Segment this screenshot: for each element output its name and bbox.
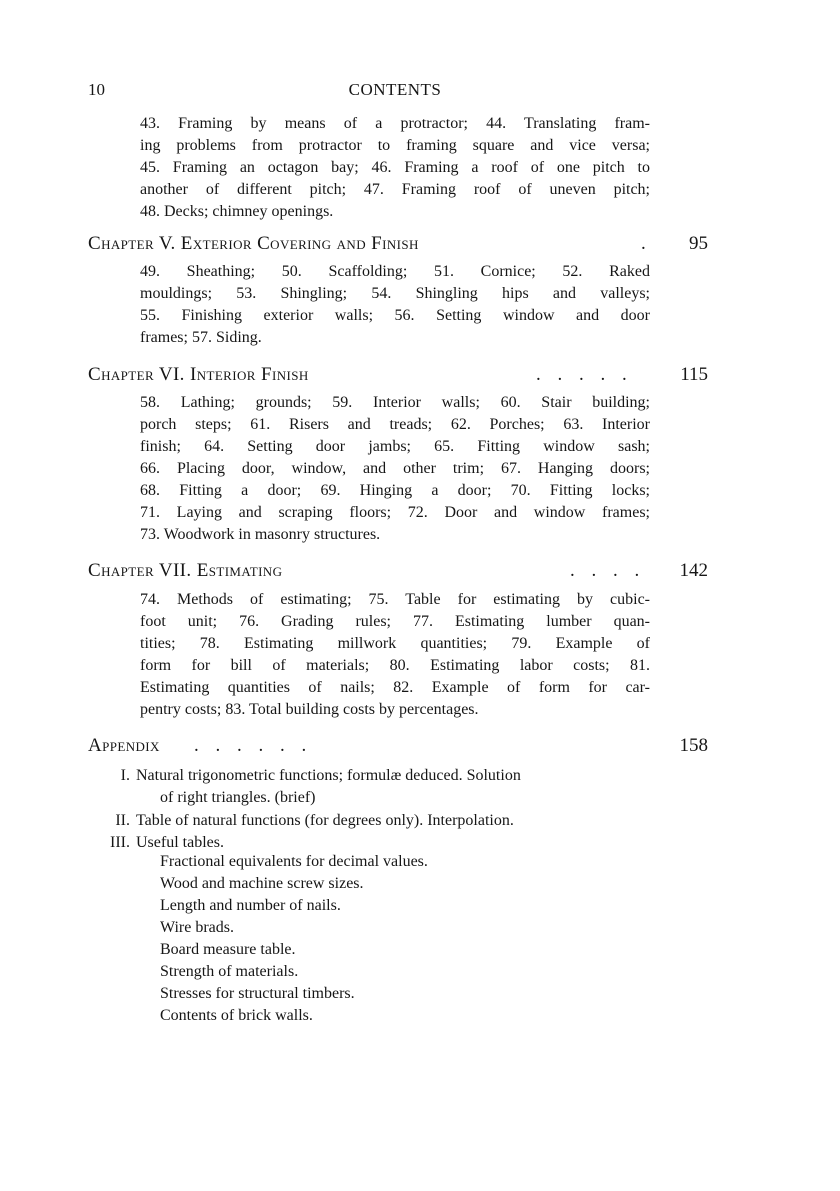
text-line: foot unit; 76. Grading rules; 77. Estimating lumber quan- [140, 613, 650, 630]
appendix-item-i [96, 765, 521, 787]
item-number: I. [120, 767, 130, 784]
chapter-title: Chapter V. Exterior Covering and Finish [88, 233, 419, 254]
appendix-item-ii [96, 810, 514, 832]
useful-table-entry: Stresses for structural timbers. [160, 985, 355, 1002]
chapter-v-topics [140, 261, 650, 349]
running-title: CONTENTS [348, 80, 442, 99]
chapter-page-number: 115 [680, 364, 708, 385]
text-line: 43. Framing by means of a protractor; 44. Translating fram- [140, 115, 650, 132]
text-line: porch steps; 61. Risers and treads; 62. Porches; 63. Interior [140, 416, 650, 433]
text-line: 48. Decks; chimney openings. [140, 203, 334, 220]
chapter-vi-topics [140, 392, 650, 546]
chapter-v-heading [88, 233, 708, 259]
useful-table-entry: Wire brads. [160, 919, 234, 936]
chapter-iv-topics [140, 113, 650, 223]
useful-table-entry: Length and number of nails. [160, 897, 341, 914]
chapter-title: Chapter VI. Interior Finish [88, 364, 309, 385]
text-line: form for bill of materials; 80. Estimating labor costs; 81. [140, 657, 650, 674]
chapter-vii-topics [140, 589, 650, 721]
chapter-vi-heading [88, 364, 708, 390]
text-line: Estimating quantities of nails; 82. Example of form for car- [140, 679, 650, 696]
appendix-item-iii [96, 832, 224, 854]
item-text: Useful tables. [136, 834, 224, 851]
page-number: 10 [88, 80, 105, 99]
text-line: 49. Sheathing; 50. Scaffolding; 51. Cornice; 52. Raked [140, 263, 650, 280]
appendix-page-number: 158 [679, 735, 708, 756]
item-text: Natural trigonometric functions; formulæ deduced. Solution [136, 767, 521, 784]
text-line: 68. Fitting a door; 69. Hinging a door; 70. Fitting locks; [140, 482, 650, 499]
chapter-vii-heading [88, 560, 708, 586]
item-number: II. [115, 812, 130, 829]
useful-table-entry: Wood and machine screw sizes. [160, 875, 364, 892]
useful-table-entry: Strength of materials. [160, 963, 299, 980]
item-text: Table of natural functions (for degrees only). Interpolation. [136, 812, 514, 829]
text-line: 58. Lathing; grounds; 59. Interior walls; 60. Stair building; [140, 394, 650, 411]
text-line: frames; 57. Siding. [140, 329, 262, 346]
item-number: III. [110, 834, 130, 851]
text-line: 73. Woodwork in masonry structures. [140, 526, 381, 543]
leader-dots: . . . . . . [194, 735, 313, 756]
chapter-page-number: 95 [689, 233, 708, 254]
text-line: 71. Laying and scraping floors; 72. Door and window frames; [140, 504, 650, 521]
text-line: 74. Methods of estimating; 75. Table for estimating by cubic- [140, 591, 650, 608]
appendix-title: Appendix [88, 735, 160, 756]
text-line: finish; 64. Setting door jambs; 65. Fitting window sash; [140, 438, 650, 455]
text-line: 66. Placing door, window, and other trim; 67. Hanging doors; [140, 460, 650, 477]
text-line: tities; 78. Estimating millwork quantities; 79. Example of [140, 635, 650, 652]
leader-dots: . [641, 233, 652, 254]
text-line: 45. Framing an octagon bay; 46. Framing a roof of one pitch to [140, 159, 650, 176]
appendix-item-i-continued: of right triangles. (brief) [160, 789, 316, 806]
useful-table-entry: Contents of brick walls. [160, 1007, 313, 1024]
text-line: another of different pitch; 47. Framing roof of uneven pitch; [140, 181, 650, 198]
leader-dots: . . . . . [536, 364, 633, 385]
useful-table-entry: Board measure table. [160, 941, 296, 958]
text-line: 55. Finishing exterior walls; 56. Setting window and door [140, 307, 650, 324]
appendix-heading [88, 735, 708, 761]
leader-dots: . . . . [570, 560, 646, 581]
chapter-title: Chapter VII. Estimating [88, 560, 283, 581]
text-line: ing problems from protractor to framing square and vice versa; [140, 137, 650, 154]
chapter-page-number: 142 [679, 560, 708, 581]
text-line: pentry costs; 83. Total building costs by percentages. [140, 701, 479, 718]
text-line: mouldings; 53. Shingling; 54. Shingling hips and valleys; [140, 285, 650, 302]
useful-table-entry: Fractional equivalents for decimal values. [160, 853, 428, 870]
